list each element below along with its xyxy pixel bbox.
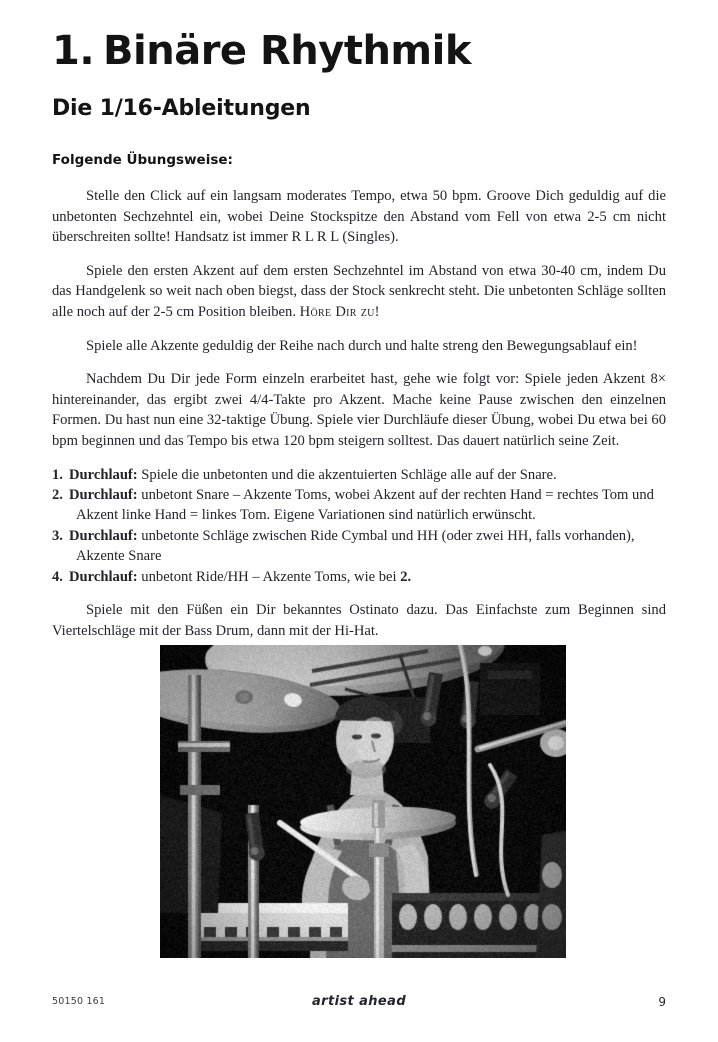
drummer-photo-image [160,645,566,958]
list-item-number: 1. [52,466,63,483]
drummer-photo [160,645,566,958]
list-item-number: 4. [52,568,63,585]
section-subtitle: Die 1/16-Ableitungen [52,96,311,121]
page-title [52,28,471,74]
publisher-logo: artist ahead [311,994,407,1009]
list-item-number: 3. [52,527,63,544]
paragraph-3: Spiele alle Akzente geduldig der Reihe nach durch und halte streng den Bewegungsablauf ein! [86,337,638,354]
chapter-title-text: Binäre Rhythmik [103,28,471,74]
paragraph-1: Stelle den Click auf ein langsam moderates Tempo, etwa 50 bpm. Groove Dich geduldig auf die unbetonten Sechzehntel ein, wobei Deine Stockspitze den Abstand vom Fell von etwa 2-5 cm nicht überschreiten sollte! Handsatz ist immer R L R L (Singles). [52,188,666,246]
paragraph-2-text: Spiele den ersten Akzent auf dem ersten Sechzehntel im Abstand von etwa 30-40 cm, indem Du das Handgelenk so weit nach oben biegst, dass der Stock senkrecht steht. Die unbetonten Schläge sollten alle noch auf der 2-5 cm Position bleiben. [52,262,666,320]
list-item-label: Durchlauf: [69,486,138,503]
list-item-label: Durchlauf: [69,466,138,483]
chapter-number: 1. [52,28,95,74]
list-item [52,567,666,587]
paragraph-5: Spiele mit den Füßen ein Dir bekanntes Ostinato dazu. Das Einfachste zum Beginnen sind Viertelschläge mit der Bass Drum, dann mit der Hi-Hat. [52,601,666,639]
list-item [52,465,666,485]
list-item-number: 2. [52,486,63,503]
list-item-text: unbetont Ride/HH – Akzente Toms, wie bei [137,568,401,585]
list-item-label: Durchlauf: [69,527,138,544]
list-item [52,485,666,526]
durchlauf-list [52,465,666,587]
list-item-reference: 2. [400,568,412,585]
list-item [52,526,666,567]
list-item-text: unbetont Snare – Akzente Toms, wobei Akzent auf der rechten Hand = rechtes Tom und Akzent linke Hand = linkes Tom. Eigene Variationen sind natürlich erwünscht. [76,486,654,524]
lead-in-label: Folgende Übungsweise: [52,152,233,168]
list-item-label: Durchlauf: [69,568,138,585]
paragraph-2 [52,261,666,323]
footer-code: 50150 161 [52,996,106,1007]
emphasis-listen: Höre Dir zu! [299,303,380,320]
page-footer [0,996,718,1018]
page-number: 9 [658,995,666,1009]
list-item-text: Spiele die unbetonten und die akzentuierten Schläge alle auf der Snare. [137,466,557,483]
body-content [52,186,666,641]
list-item-text: unbetonte Schläge zwischen Ride Cymbal und HH (oder zwei HH, falls vorhanden), Akzente Snare [76,527,635,565]
paragraph-4: Nachdem Du Dir jede Form einzeln erarbeitet hast, gehe wie folgt vor: Spiele jeden Akzent 8× hintereinander, das ergibt zwei 4/4-Takte pro Akzent. Mache keine Pause zwischen den einzelnen Formen. Du hast nun eine 32-taktige Übung. Spiele vier Durchläufe dieser Übung, wobei Du etwa bei 60 bpm beginnen und das Tempo bis etwa 120 bpm steigern solltest. Das dauert natürlich seine Zeit. [52,371,666,449]
